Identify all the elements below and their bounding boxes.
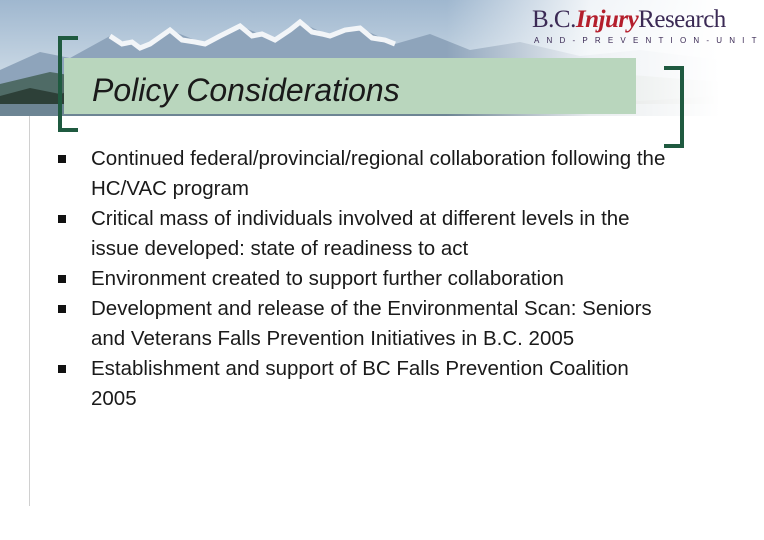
logo-injury: Injury: [575, 6, 639, 33]
square-bullet-icon: [58, 215, 66, 223]
bullet-item: [58, 294, 678, 354]
slide-title: Policy Considerations: [92, 72, 400, 108]
bullet-text: Establishment and support of BC Falls Prevention Coalition 2005: [91, 357, 629, 410]
left-divider: [29, 116, 30, 506]
left-bracket-icon: [56, 36, 82, 132]
bullet-item: [58, 204, 678, 264]
right-bracket-icon: [660, 66, 686, 148]
logo-wordmark: [532, 6, 726, 34]
bullet-text: Continued federal/provincial/regional collaboration following the HC/VAC program: [91, 147, 666, 200]
square-bullet-icon: [58, 305, 66, 313]
bullet-list: [58, 144, 678, 414]
logo-tagline: AND-PREVENTION-UNIT: [534, 36, 764, 45]
bullet-item: [58, 354, 678, 414]
square-bullet-icon: [58, 365, 66, 373]
bullet-item: [58, 264, 678, 294]
square-bullet-icon: [58, 275, 66, 283]
bullet-text: Development and release of the Environmental Scan: Seniors and Veterans Falls Prevention Initiatives in B.C. 2005: [91, 297, 652, 350]
bullet-item: [58, 144, 678, 204]
bc-injury-research-logo: [530, 4, 764, 52]
logo-bc: B.C.: [532, 6, 576, 33]
logo-research: Research: [638, 6, 726, 33]
bullet-text: Environment created to support further collaboration: [91, 267, 564, 290]
square-bullet-icon: [58, 155, 66, 163]
bullet-text: Critical mass of individuals involved at different levels in the issue developed: state of readiness to act: [91, 207, 630, 260]
